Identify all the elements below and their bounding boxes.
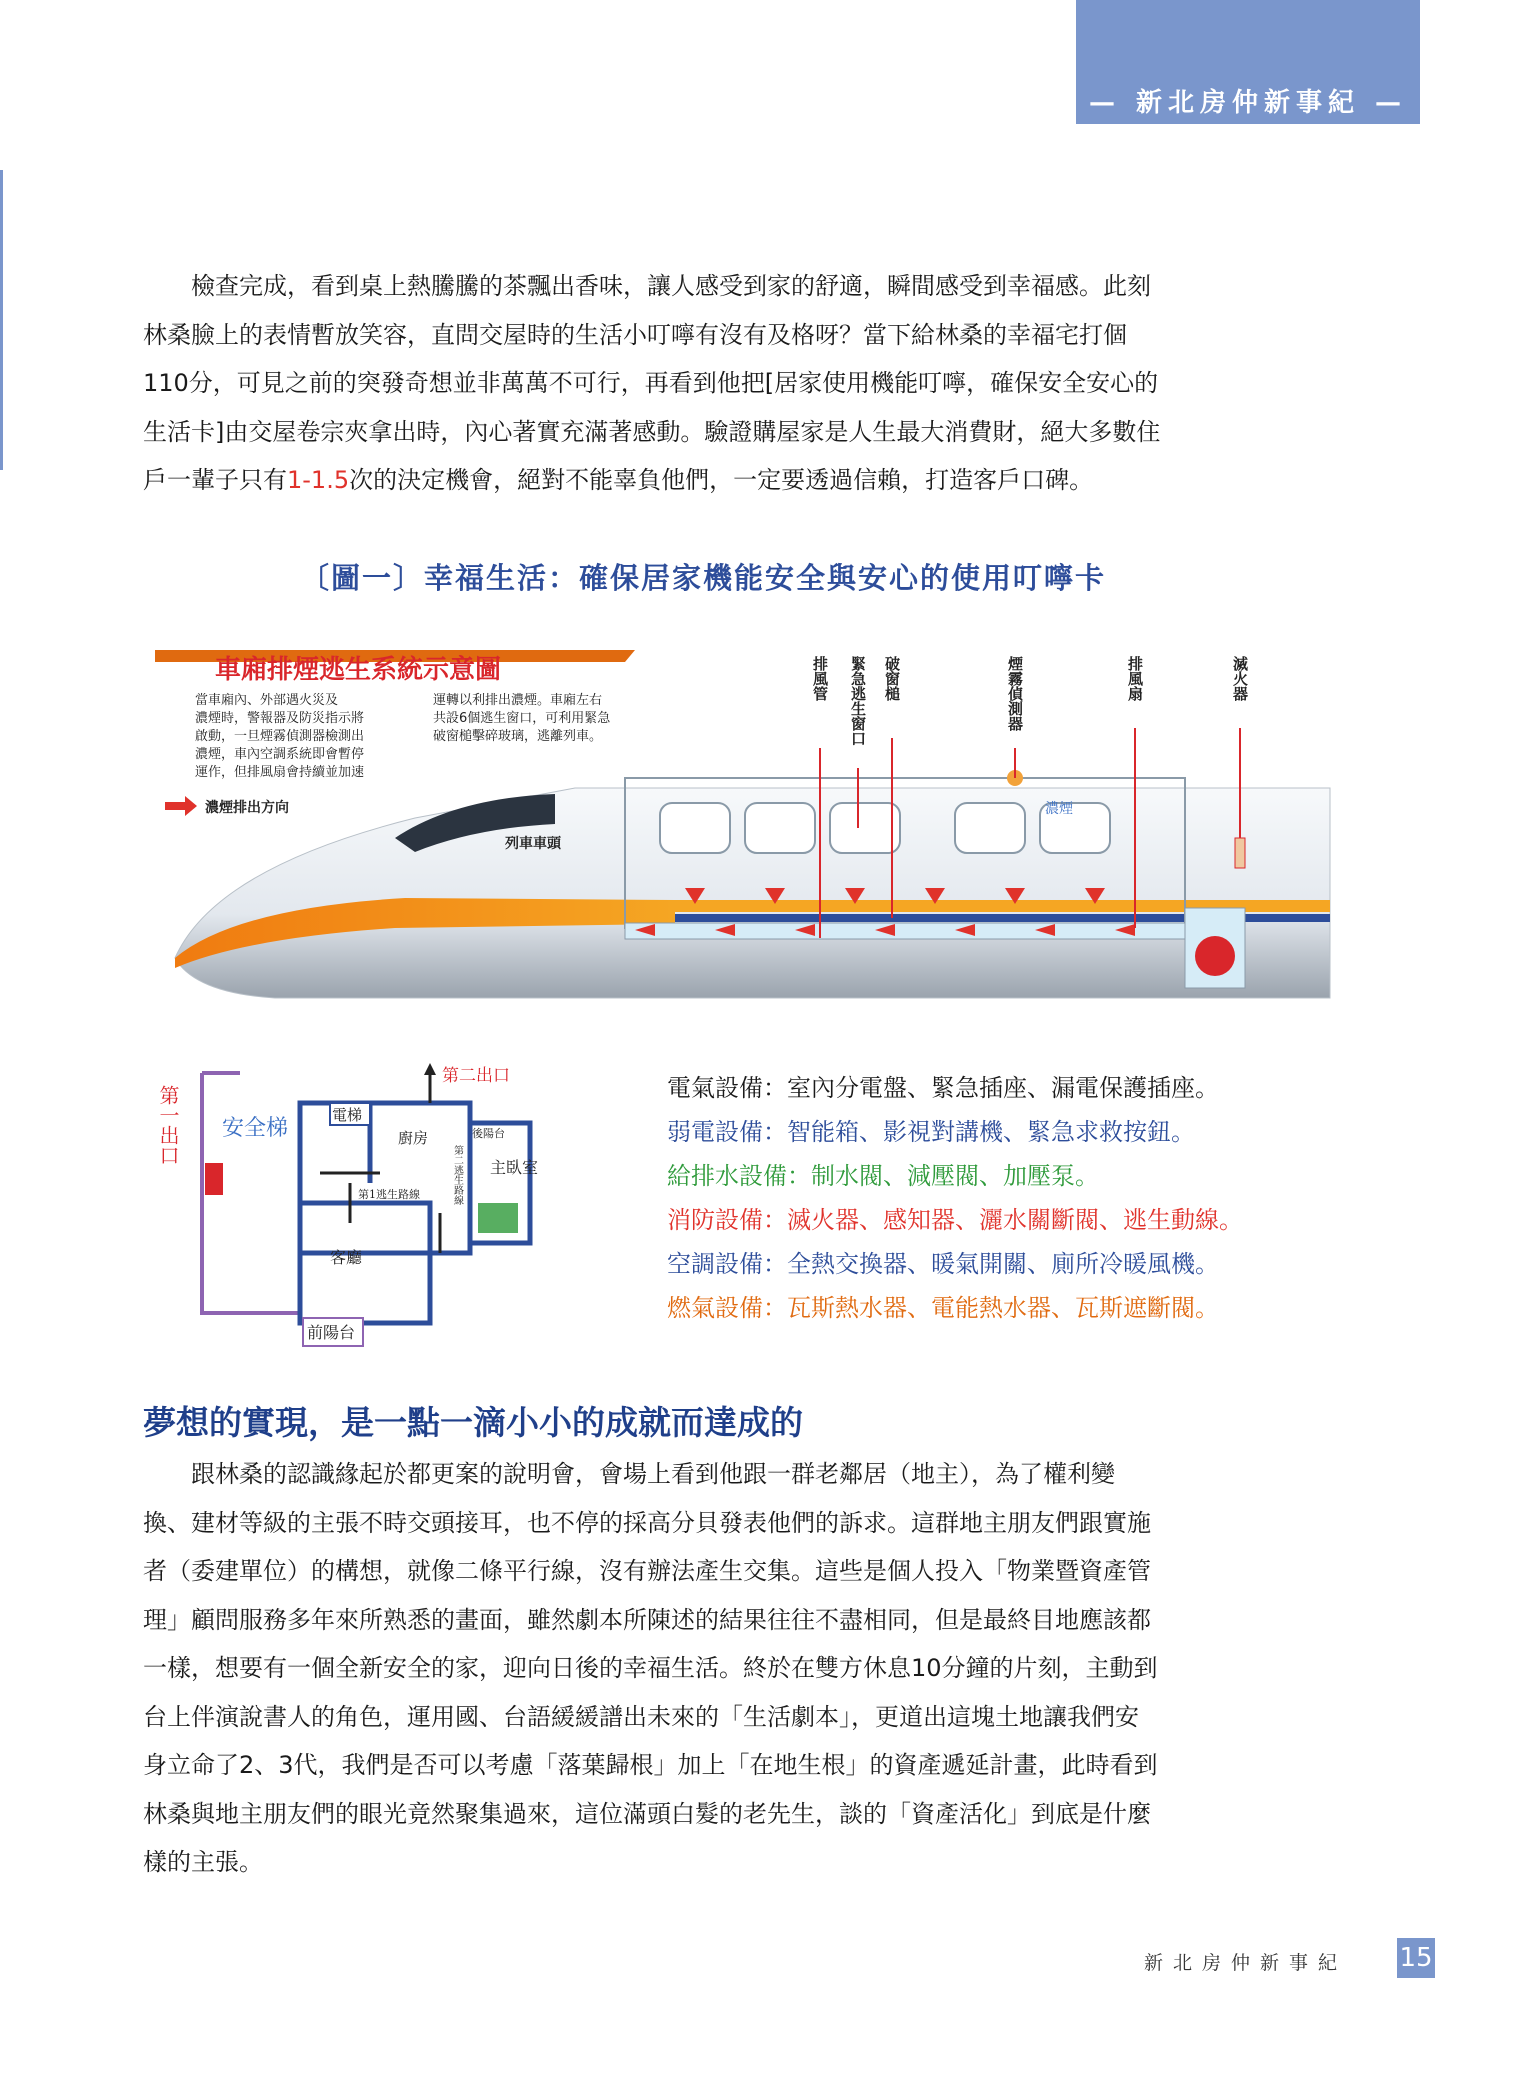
route-2-label: 第二逃生路線 bbox=[451, 1145, 463, 1205]
kitchen-label: 廚房 bbox=[398, 1129, 429, 1147]
legend-label: 濃煙排出方向 bbox=[205, 800, 289, 816]
master-bedroom-label: 主臥室 bbox=[490, 1158, 539, 1177]
diagram-description-right bbox=[433, 692, 611, 744]
label-smoke-detector: 煙霧偵測器 bbox=[1006, 656, 1024, 731]
exit-1-marker bbox=[205, 1163, 223, 1195]
body-line: 者（委建單位）的構想，就像二條平行線，沒有辦法產生交集。這些是個人投入「物業暨資產管 bbox=[143, 1557, 1151, 1585]
svg-text:濃煙時，警報器及防災指示將: 濃煙時，警報器及防災指示將 bbox=[195, 711, 365, 726]
living-room-label: 客廳 bbox=[330, 1248, 363, 1267]
page-number: 15 bbox=[1397, 1938, 1435, 1978]
equipment-item-fire: 消防設備：滅火器、感知器、灑水關斷閥、逃生動線。 bbox=[667, 1206, 1243, 1234]
body-line: 一樣，想要有一個全新安全的家，迎向日後的幸福生活。終於在雙方休息10分鐘的片刻，主動到 bbox=[143, 1654, 1158, 1682]
section-heading: 夢想的實現，是一點一滴小小的成就而達成的 bbox=[143, 1403, 803, 1442]
body-line: 理」顧問服務多年來所熟悉的畫面，雖然劇本所陳述的結果往往不盡相同，但是最終目地應該都 bbox=[143, 1605, 1151, 1634]
diagram-description-left bbox=[195, 692, 364, 780]
intro-line-last bbox=[143, 456, 1338, 505]
figure-title: 〔圖一〕幸福生活：確保居家機能安全與安心的使用叮嚀卡 bbox=[300, 561, 1107, 595]
bathroom-fixture bbox=[478, 1203, 518, 1233]
body-line: 林桑與地主朋友們的眼光竟然聚集過來，這位滿頭白髮的老先生，談的「資產活化」到底是什麼 bbox=[143, 1799, 1151, 1828]
intro-paragraph bbox=[143, 262, 1338, 505]
header-tab bbox=[1076, 0, 1420, 124]
svg-text:共設6個逃生窗口，可利用緊急: 共設6個逃生窗口，可利用緊急 bbox=[433, 711, 611, 726]
intro-line: 110分，可見之前的突發奇想並非萬萬不可行，再看到他把[居家使用機能叮嚀，確保安全安心的 bbox=[143, 369, 1159, 397]
intro-text: 次的決定機會，絕對不能辜負他們，一定要透過信賴，打造客戶口碑。 bbox=[349, 466, 1094, 494]
label-exhaust-pipe: 排風管 bbox=[811, 656, 829, 701]
intro-line: 林桑臉上的表情暫放笑容，直問交屋時的生活小叮嚀有沒有及格呀？當下給林桑的幸福宅打個 bbox=[143, 320, 1127, 349]
label-emergency-window: 緊急逃生窗口 bbox=[849, 656, 867, 746]
equipment-item-low-voltage: 弱電設備：智能箱、影視對講機、緊急求救按鈕。 bbox=[667, 1118, 1195, 1146]
equipment-item-hvac: 空調設備：全熱交換器、暖氣開關、廁所冷暖風機。 bbox=[667, 1250, 1219, 1278]
body-line: 跟林桑的認識緣起於都更案的說明會，會場上看到他跟一群老鄰居（地主），為了權利變 bbox=[191, 1460, 1115, 1488]
back-balcony-label: 後陽台 bbox=[472, 1127, 505, 1140]
equipment-item-plumbing: 給排水設備：制水閥、減壓閥、加壓泵。 bbox=[667, 1162, 1099, 1190]
body-line: 樣的主張。 bbox=[143, 1848, 263, 1876]
svg-text:運作，但排風扇會持續並加速: 運作，但排風扇會持續並加速 bbox=[195, 765, 365, 780]
floorplan-diagram bbox=[156, 1063, 590, 1353]
label-extinguisher: 滅火器 bbox=[1231, 656, 1249, 701]
equipment-list bbox=[667, 1066, 1347, 1330]
intro-line: 檢查完成，看到桌上熱騰騰的茶飄出香味，讓人感受到家的舒適，瞬間感受到幸福感。此刻 bbox=[191, 272, 1151, 300]
svg-text:濃煙，車內空調系統即會暫停: 濃煙，車內空調系統即會暫停 bbox=[195, 747, 365, 762]
exhaust-fan-icon bbox=[1195, 936, 1235, 976]
smoke-label: 濃煙 bbox=[1045, 801, 1073, 817]
body-line: 換、建材等級的主張不時交頭接耳，也不停的採高分貝發表他們的訴求。這群地主朋友們跟實施 bbox=[143, 1508, 1151, 1537]
exit-2-label: 第二出口 bbox=[442, 1066, 510, 1086]
escape-arrows bbox=[320, 1173, 440, 1253]
train-smoke-diagram bbox=[155, 638, 1330, 1028]
svg-text:當車廂內、外部遇火災及: 當車廂內、外部遇火災及 bbox=[195, 693, 339, 708]
elevator-label: 電梯 bbox=[332, 1106, 363, 1124]
svg-text:運轉以利排出濃煙。車廂左右: 運轉以利排出濃煙。車廂左右 bbox=[433, 693, 603, 708]
svg-text:啟動，一旦煙霧偵測器檢測出: 啟動，一旦煙霧偵測器檢測出 bbox=[195, 729, 365, 744]
train-head-label: 列車車頭 bbox=[505, 836, 561, 852]
exit-1-label: 第一出口 bbox=[156, 1085, 180, 1165]
front-balcony-label: 前陽台 bbox=[307, 1323, 356, 1342]
intro-text: 戶一輩子只有 bbox=[143, 466, 287, 494]
fire-extinguisher-icon bbox=[1235, 838, 1245, 868]
component-labels bbox=[811, 655, 1249, 746]
route-1-label: 第1逃生路線 bbox=[358, 1188, 420, 1201]
equipment-item-gas: 燃氣設備：瓦斯熱水器、電能熱水器、瓦斯遮斷閥。 bbox=[667, 1294, 1219, 1322]
legend-arrow-icon bbox=[165, 796, 197, 816]
intro-line: 生活卡]由交屋卷宗夾拿出時，內心著實充滿著感動。驗證購屋家是人生最大消費財，絕大多數住 bbox=[143, 417, 1161, 446]
exhaust-duct bbox=[625, 923, 1185, 939]
train-windows bbox=[660, 803, 1110, 853]
diagram-heading: 車廂排煙逃生系統示意圖 bbox=[215, 655, 502, 685]
label-exhaust-fan: 排風扇 bbox=[1126, 656, 1144, 701]
equipment-item-electrical: 電氣設備：室內分電盤、緊急插座、漏電保護插座。 bbox=[667, 1074, 1219, 1102]
left-accent-rule bbox=[0, 170, 3, 470]
body-line: 身立命了2、3代，我們是否可以考慮「落葉歸根」加上「在地生根」的資產遞延計畫，此時看到 bbox=[143, 1751, 1158, 1779]
svg-text:破窗槌擊碎玻璃，逃離列車。: 破窗槌擊碎玻璃，逃離列車。 bbox=[433, 729, 603, 744]
label-window-hammer: 破窗槌 bbox=[883, 656, 901, 701]
section-paragraph bbox=[143, 1450, 1338, 1887]
footer-title: 新北房仲新事紀 bbox=[1144, 1952, 1348, 1974]
header-title: — 新北房仲新事紀 — bbox=[1088, 88, 1408, 118]
decision-count-highlight: 1-1.5 bbox=[287, 466, 350, 494]
body-line: 台上伴演說書人的角色，運用國、台語緩緩譜出未來的「生活劇本」，更道出這塊土地讓我們安 bbox=[143, 1702, 1139, 1731]
safety-stair-label: 安全梯 bbox=[222, 1116, 289, 1141]
